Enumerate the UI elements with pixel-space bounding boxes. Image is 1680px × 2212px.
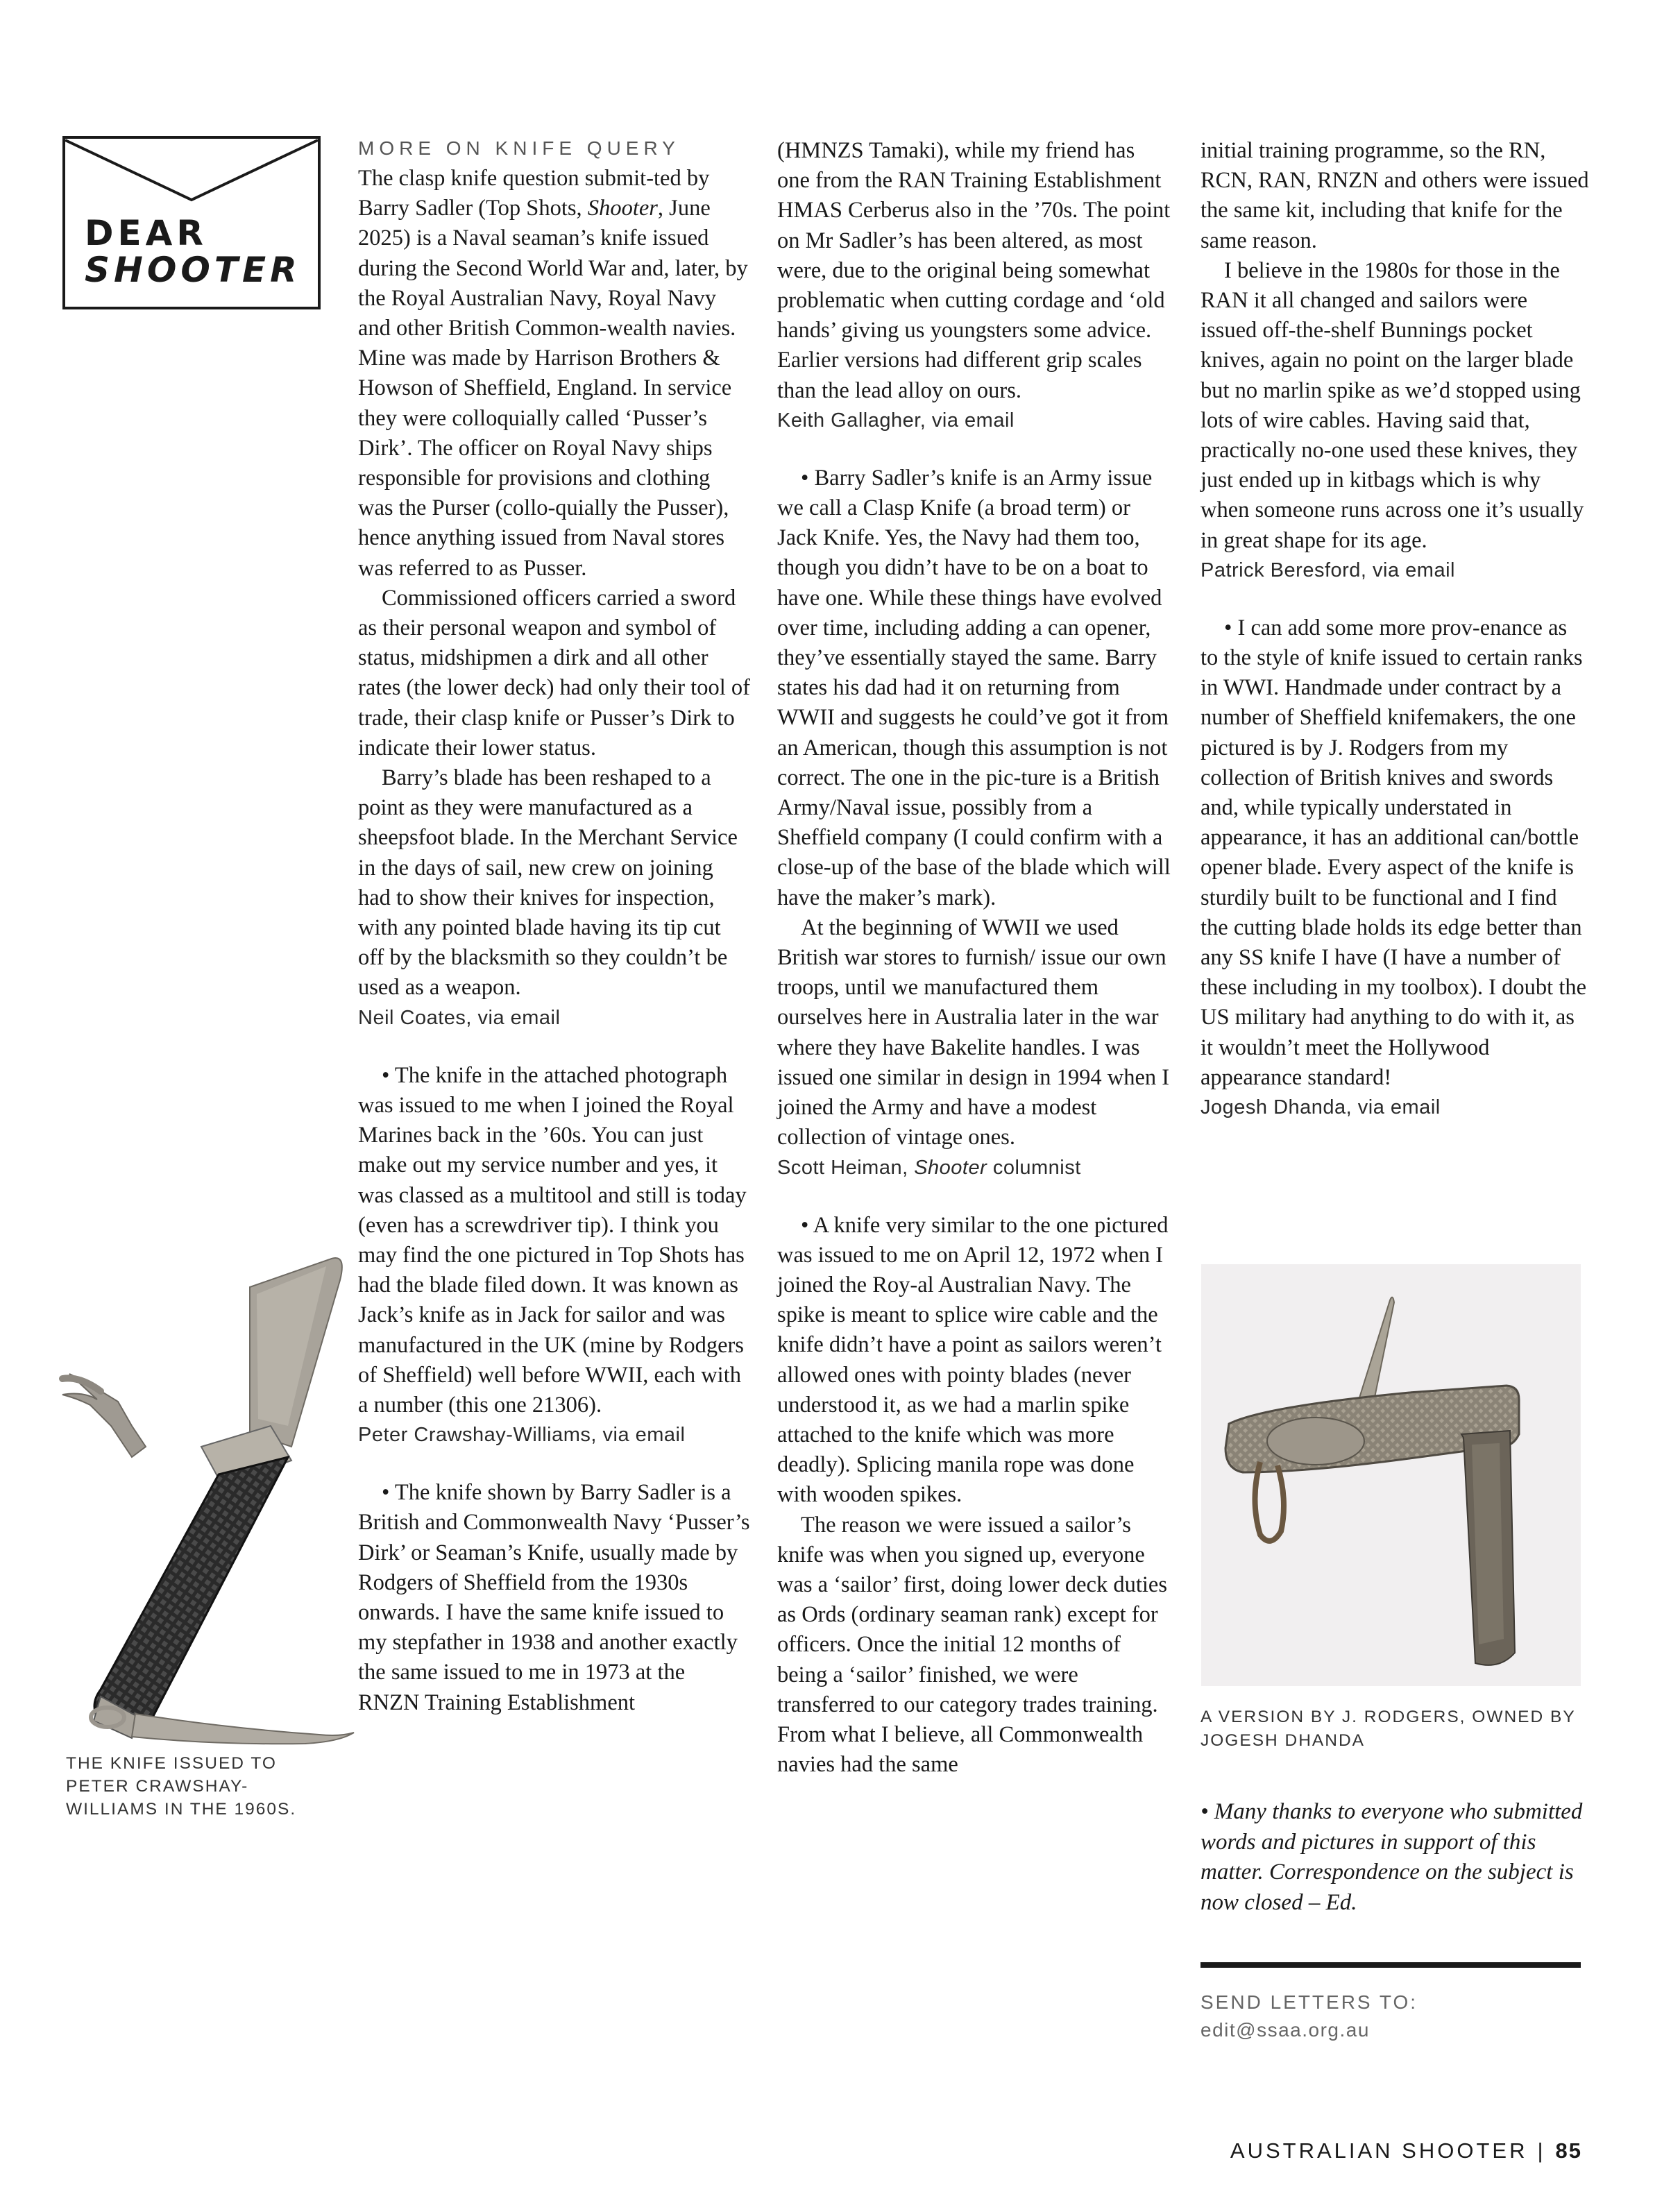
letter5-signature: Patrick Beresford, via email: [1200, 559, 1455, 581]
dear-shooter-logo: [62, 136, 319, 308]
divider-rule: [1200, 1962, 1581, 1968]
letter2-paragraph: • The knife in the attached photograph was issued to me when I joined the Royal Marines back in the ’60s. You can just make out my service number and yes, it was classed as a multitool and still is today (even has a screwdriver tip). I think you may find the one pictured in Top Shots has had the blade filed down. It was known as Jack’s knife as in Jack for sailor and was manufactured in the UK (mine by Rodgers of Sheffield) well before WWII, each with a number (this one 21306).: [358, 1062, 747, 1418]
knife-photo-rodgers: [1201, 1264, 1581, 1686]
logo-line2: SHOOTER: [85, 250, 301, 290]
send-letters-label: SEND LETTERS TO:: [1200, 1991, 1418, 2013]
letter6-paragraph: • I can add some more prov-enance as to the style of knife issued to certain ranks in WWI. Handmade under contract by a number of Sheffield knifemakers, the one pictured is by J. Rodgers from my collection of British knives and swords and, while typically understated in appearance, it has an additional can/bottle opener blade. Every aspect of the knife is sturdily built to be functional and I find the cutting blade holds its edge better than any SS knife I have (I have a number of these including in my toolbox). I doubt the US military had anything to do with it, as it wouldn’t meet the Hollywood appearance standard!: [1200, 615, 1587, 1090]
send-letters-email[interactable]: edit@ssaa.org.au: [1200, 2019, 1370, 2041]
letter2-signature: Peter Crawshay-Williams, via email: [358, 1424, 686, 1447]
letter3-signature: Keith Gallagher, via email: [777, 409, 1015, 432]
column-2: [777, 136, 1173, 1780]
knife-photo-crawshay-williams: [42, 1218, 368, 1752]
send-letters: [1200, 1989, 1589, 2044]
footer-separator: |: [1537, 2138, 1546, 2163]
letter3-paragraph-continued: (HMNZS Tamaki), while my friend has one from the RAN Training Establishment HMAS Cerberus also in the ’70s. The point on Mr Sadler’s has been altered, as most were, due to the original being somewhat problematic when cutting cordage and ‘old hands’ giving us youngsters some advice. Earlier versions had different grip scales than the lead alloy on ours.: [777, 138, 1171, 403]
letter1-paragraph: The clasp knife question submit-ted by Barry Sadler (Top Shots, Shooter, June 2025) is a Naval seaman’s knife issued during the Second World War and, later, by the Royal Australian Navy, Royal Navy and other British Common-wealth navies. Mine was made by Harrison Brothers & Howson of Sheffield, England. In service they were colloquially called ‘Pusser’s Dirk’. The officer on Royal Navy ships responsible for provisions and clothing was the Purser (collo-quially the Pusser), hence anything issued from Naval stores was referred to as Pusser.: [358, 166, 748, 581]
letter5-paragraph: I believe in the 1980s for those in the RAN it all changed and sailors were issued off-the-shelf Bunnings pocket knives, again no point on the larger blade but no marlin spike as we’d stopped using lots of wire cables. Having said that, practically no-one used these knives, they just ended up in kitbags which is why when someone runs across one it’s usually in great shape for its age.: [1200, 257, 1584, 553]
letter4-signature: Scott Heiman, Shooter columnist: [777, 1156, 1081, 1179]
letter5-paragraph-continued: initial training programme, so the RN, RCN, RAN, RNZN and others were issued the same kit, including that knife for the same reason.: [1200, 138, 1589, 253]
letter5-paragraph: • A knife very similar to the one pictured was issued to me on April 12, 1972 when I joined the Roy-al Australian Navy. The spike is meant to splice wire cable and the knife didn’t have a point as sailors weren’t allowed ones with pointy blades (never understood it, as we had a marlin spike attached to the knife which was more deadly). Splicing manila rope was done with wooden spikes.: [777, 1212, 1169, 1508]
letter4-paragraph: • Barry Sadler’s knife is an Army issue we call a Clasp Knife (a broad term) or Jack Knife. Yes, the Navy had them too, though you didn’t have to be on a boat to have one. While these things have evolved over time, including adding a can opener, they’ve essentially stayed the same. Barry states his dad had it on returning from WWII and suggests he could’ve got it from an American, though this assumption is not correct. The one in the pic-ture is a British Army/Naval issue, possibly from a Sheffield company (I could confirm with a close-up of the base of the blade which will have the maker’s mark).: [777, 465, 1171, 910]
caption-right: A VERSION BY J. RODGERS, OWNED BY JOGESH DHANDA: [1200, 1708, 1576, 1750]
letter4-paragraph: At the beginning of WWII we used British war stores to furnish/ issue our own troops, until we manufactured them ourselves here in Australia later in the war where they have Bakelite handles. I was issued one similar in design in 1994 when I joined the Army and have a modest collection of vintage ones.: [777, 914, 1170, 1150]
magazine-name: AUSTRALIAN SHOOTER: [1230, 2138, 1528, 2163]
caption-left: THE KNIFE ISSUED TO PETER CRAWSHAY-WILLIAMS IN THE 1960S.: [66, 1754, 297, 1819]
section-kicker: MORE ON KNIFE QUERY: [358, 137, 680, 159]
letter6-signature: Jogesh Dhanda, via email: [1200, 1096, 1441, 1119]
logo-line1: DEAR: [85, 213, 207, 253]
editor-note: • Many thanks to everyone who submitted words and pictures in support of this matter. Correspondence on the subject is now closed – Ed.: [1200, 1799, 1583, 1915]
page-number: 85: [1555, 2138, 1582, 2163]
letter1-paragraph: Barry’s blade has been reshaped to a point as they were manufactured as a sheepsfoot blade. In the Merchant Service in the days of sail, new crew on joining had to show their knives for inspection, with any pointed blade having its tip cut off by the blacksmith so they couldn’t be used as a weapon.: [358, 765, 738, 1001]
letter1-paragraph: Commissioned officers carried a sword as their personal weapon and symbol of status, midshipmen a dirk and all other rates (the lower deck) had only their tool of trade, their clasp knife or Pusser’s Dirk to indicate their lower status.: [358, 585, 750, 760]
letter3-paragraph: • The knife shown by Barry Sadler is a British and Commonwealth Navy ‘Pusser’s Dirk’ or Seaman’s Knife, usually made by Rodgers of Sheffield from the 1930s onwards. I have the same knife issued to my stepfather in 1938 and another exactly the same issued to me in 1973 at the RNZN Training Establishment: [358, 1480, 750, 1715]
column-1: [358, 136, 750, 1718]
letter1-signature: Neil Coates, via email: [358, 1006, 561, 1029]
letter5-paragraph: The reason we were issued a sailor’s knife was when you signed up, everyone was a ‘sailor’ first, doing lower deck duties as Ords (ordinary seaman rank) except for officers. Once the initial 12 months of being a ‘sailor’ finished, we were transferred to our category trades training. From what I believe, all Commonwealth navies had the same: [777, 1512, 1167, 1778]
page-footer: [1221, 2138, 1582, 2163]
column-3: [1200, 136, 1589, 1123]
